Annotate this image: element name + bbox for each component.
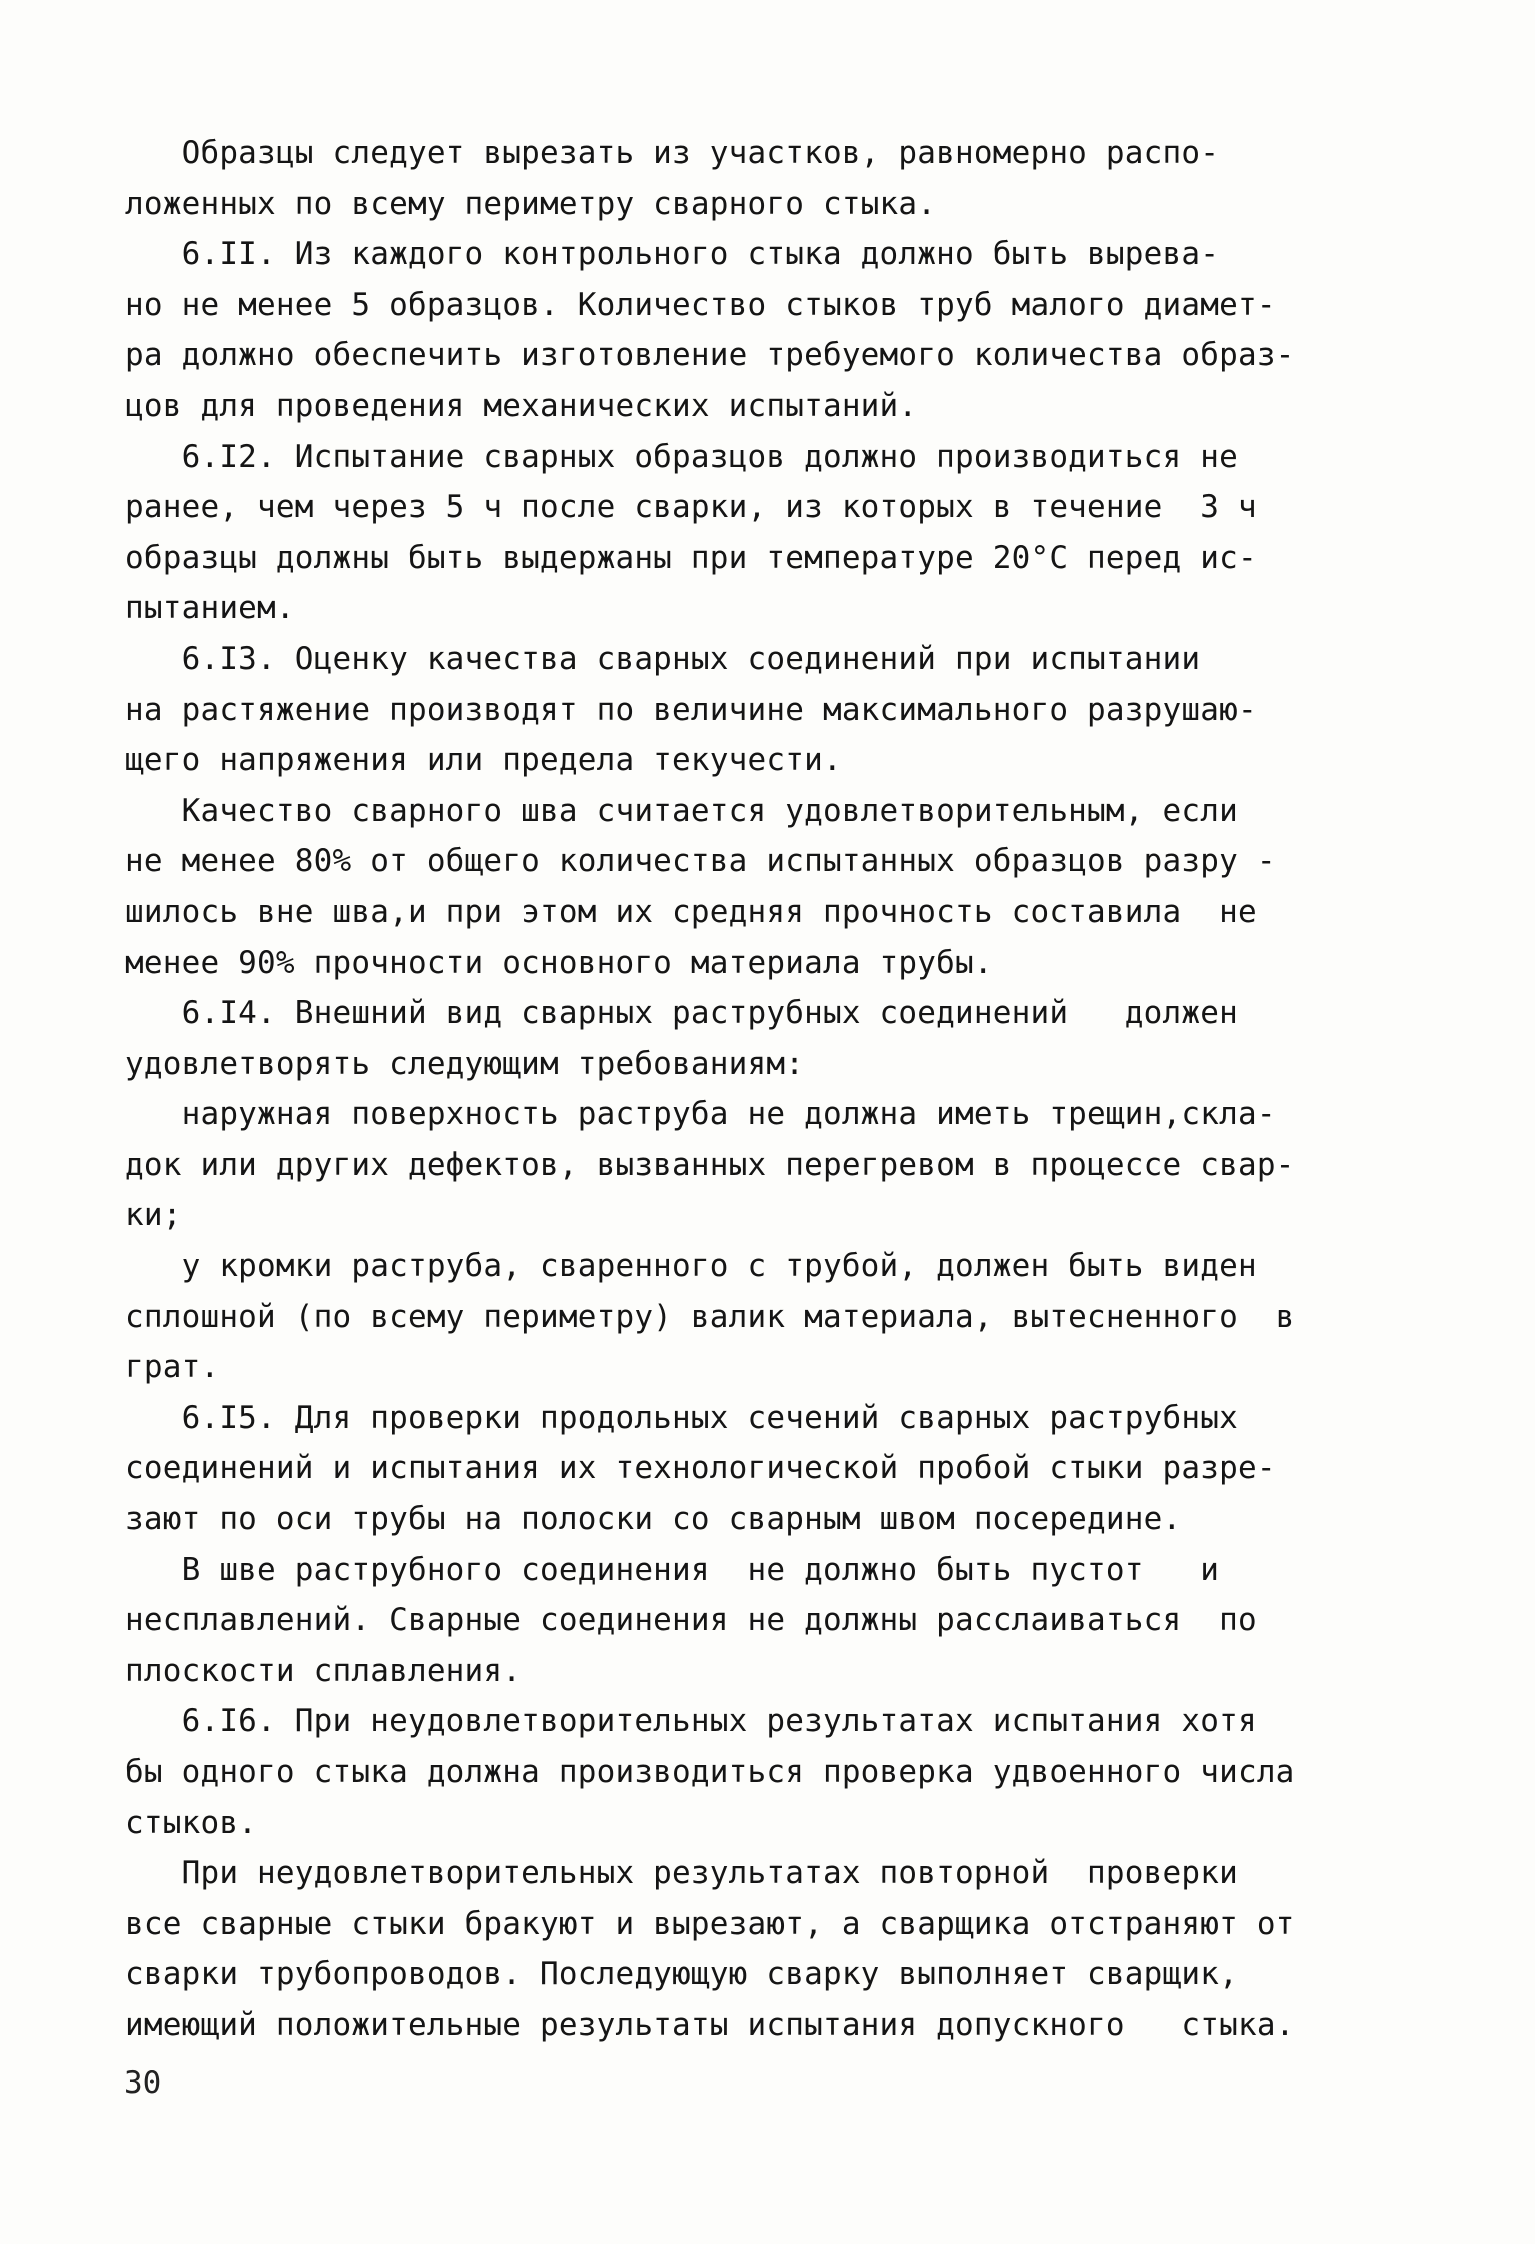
text-line: все сварные стыки бракуют и вырезают, а сварщика отстраняют от	[125, 1905, 1295, 1942]
text-line: 6.II. Из каждого контрольного стыка должно быть вырева-	[125, 236, 1220, 273]
text-line: соединений и испытания их технологической пробой стыки разре-	[125, 1450, 1276, 1487]
text-line: несплавлений. Сварные соединения не должны расслаиваться по	[125, 1602, 1257, 1639]
text-line: ра должно обеспечить изготовление требуемого количества образ-	[125, 337, 1295, 374]
text-line: 6.I2. Испытание сварных образцов должно производиться не	[125, 438, 1238, 475]
text-line: плоскости сплавления.	[125, 1652, 522, 1689]
text-line: ки;	[125, 1197, 182, 1234]
page-number: 30	[124, 2065, 162, 2101]
text-line: образцы должны быть выдержаны при температуре 20°C перед ис-	[125, 539, 1257, 576]
text-line: ранее, чем через 5 ч после сварки, из которых в течение 3 ч	[125, 489, 1257, 526]
text-line: цов для проведения механических испытаний.	[125, 387, 918, 424]
text-line: шилось вне шва,и при этом их средняя прочность составила не	[125, 893, 1257, 930]
text-line: пытанием.	[125, 590, 295, 627]
text-line: имеющий положительные результаты испытания допускного стыка.	[125, 2006, 1295, 2043]
body-text	[125, 128, 1415, 2051]
text-line: щего напряжения или предела текучести.	[125, 742, 842, 779]
text-line: док или других дефектов, вызванных перегревом в процессе свар-	[125, 1146, 1295, 1183]
text-line: 6.I5. Для проверки продольных сечений сварных раструбных	[125, 1399, 1238, 1436]
text-line: Образцы следует вырезать из участков, равномерно распо-	[125, 135, 1220, 171]
text-line: сварки трубопроводов. Последующую сварку выполняет сварщик,	[125, 1956, 1238, 1993]
text-line: не менее 80% от общего количества испытанных образцов разру -	[125, 843, 1276, 880]
text-line: В шве раструбного соединения не должно быть пустот и	[125, 1551, 1220, 1588]
text-line: 6.I4. Внешний вид сварных раструбных соединений должен	[125, 995, 1238, 1032]
text-line: удовлетворять следующим требованиям:	[125, 1045, 805, 1082]
text-line: у кромки раструба, сваренного с трубой, должен быть виден	[125, 1248, 1257, 1285]
text-line: зают по оси трубы на полоски со сварным швом посередине.	[125, 1501, 1182, 1538]
text-line: но не менее 5 образцов. Количество стыков труб малого диамет-	[125, 286, 1276, 323]
text-line: наружная поверхность раструба не должна иметь трещин,скла-	[125, 1096, 1276, 1133]
text-line: При неудовлетворительных результатах повторной проверки	[125, 1855, 1238, 1892]
text-line: стыков.	[125, 1804, 258, 1841]
text-line: бы одного стыка должна производиться проверка удвоенного числа	[125, 1754, 1295, 1790]
text-line: сплошной (по всему периметру) валик материала, вытесненного в	[125, 1298, 1295, 1335]
text-line: грат.	[125, 1349, 220, 1386]
text-line: ложенных по всему периметру сварного стыка.	[125, 185, 937, 222]
text-line: 6.I6. При неудовлетворительных результатах испытания хотя	[125, 1703, 1257, 1740]
text-line: менее 90% прочности основного материала трубы.	[125, 944, 993, 981]
text-line: на растяжение производят по величине максимального разрушаю-	[125, 691, 1257, 728]
text-line: Качество сварного шва считается удовлетворительным, если	[125, 792, 1238, 829]
text-line: 6.I3. Оценку качества сварных соединений при испытании	[125, 640, 1201, 677]
